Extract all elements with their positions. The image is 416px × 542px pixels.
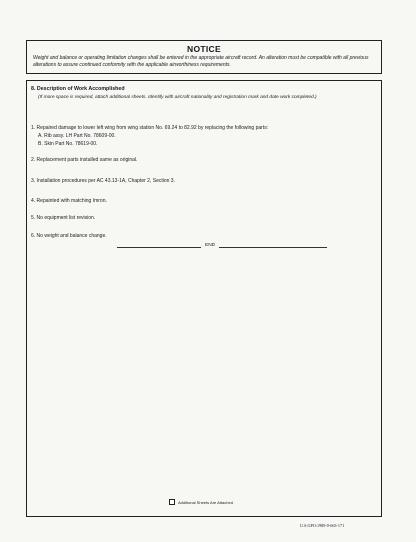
work-item-5: 5. No equipment list revision. [31, 215, 96, 221]
notice-text: Weight and balance or operating limitation changes shall be entered in the appropriate aircraft record. An alteration must be compatible with all previous alterations to assure continued conformity with the applicable airworthiness requirements. [33, 55, 369, 68]
work-item-3: 3. Installation procedures per AC 43.13-1A, Chapter 2, Section 3. [31, 178, 175, 184]
work-item-1: 1. Repaired damage to lower left wing from wing station No. 69.24 to 82.92 by replacing the following parts: [31, 125, 269, 131]
additional-sheets-label: Additional Sheets Are Attached [178, 500, 233, 505]
section-instructions: (If more space is required, attach additional sheets. Identify with aircraft nationality and registration mark and date work completed.) [38, 95, 317, 100]
notice-title: NOTICE [187, 44, 221, 54]
work-item-2: 2. Replacement parts installed same as original. [31, 157, 138, 163]
notice-box [26, 40, 382, 74]
work-item-4: 4. Repainted with matching Imron. [31, 198, 107, 204]
work-item-6: 6. No weight and balance change. [31, 233, 107, 239]
end-marker: END [205, 243, 216, 248]
footer-print-code: U.S.GPO:1989-0-663-171 [300, 523, 345, 528]
end-marker-row [117, 243, 327, 251]
work-item-1a: A. Rib assy. LH Part No. 78609-00. [38, 133, 116, 139]
additional-sheets-checkbox[interactable] [169, 499, 175, 505]
section-title: 8. Description of Work Accomplished [31, 86, 125, 92]
work-item-1b: B. Skin Part No. 78619-00. [38, 141, 98, 147]
end-rule-right [219, 247, 327, 248]
work-description-section [26, 80, 382, 517]
end-rule-left [117, 247, 201, 248]
